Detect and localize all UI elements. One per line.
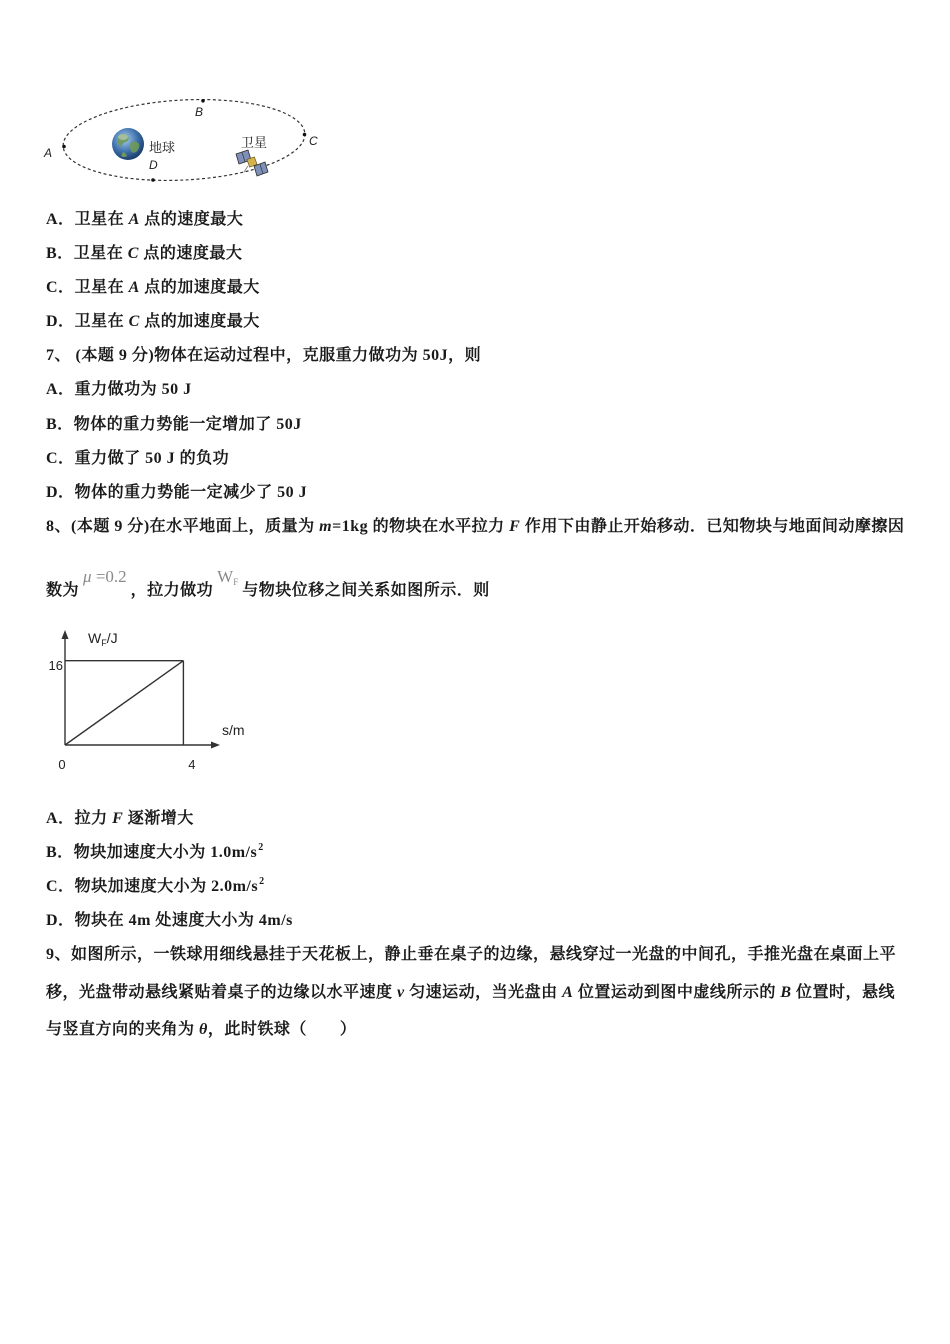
angle-variable: θ [199,1021,208,1038]
y-axis-label [88,630,118,648]
q6-option-d [46,312,260,332]
option-text: 物块加速度大小为 1.0m/s [73,844,258,861]
orbit-point-d-label: D [149,158,158,172]
stem-text: 移，光盘带动悬线紧贴着桌子的边缘以水平速度 [46,984,398,1001]
option-text: 拉力 [74,810,113,827]
earth-highlight [118,134,128,140]
x-tick-label: 4 [188,757,196,772]
work-subscript: F [233,577,239,587]
point-variable: C [127,245,139,262]
option-letter: A． [46,381,75,398]
option-text: 物体的重力势能一定增加了 50J [73,416,302,433]
q8-option-b [46,843,264,865]
option-text: 物块加速度大小为 2.0m/s [74,878,259,895]
q9-stem-line-2 [46,983,895,1003]
x-axis-label: s/m [222,722,245,738]
y-axis-label-main: W [88,630,102,646]
velocity-variable: v [397,984,405,1001]
option-text: 点的速度最大 [139,211,244,228]
q9-stem-line-1: 9、如图所示，一铁球用细线悬挂于天花板上，静止垂在桌子的边缘，悬线穿过一光盘的中间孔，手推光盘在桌面上平 [46,946,897,963]
wf-data-line [65,661,183,745]
option-letter: D． [46,912,75,929]
earth-globe [112,128,144,160]
orbit-point-a-dot [62,145,66,149]
work-symbol: W [217,567,234,586]
earth-label: 地球 [149,140,176,155]
orbit-point-b-dot [201,99,205,103]
stem-text: 位置运动到图中虚线所示的 [573,984,781,1001]
y-axis-label-subscript: F [101,638,107,648]
earth-image [112,128,144,160]
mass-variable: m [319,518,333,535]
option-text: 点的速度最大 [138,245,243,262]
orbit-figure [0,90,340,190]
wf-s-graph [0,620,280,780]
orbit-point-c-dot [303,133,307,137]
option-text: 卫星在 [74,313,129,330]
option-text: 卫星在 [73,245,128,262]
point-variable: C [128,313,140,330]
mu-symbol: μ [83,567,92,586]
y-axis-arrow [62,630,69,639]
option-text: 物块在 4m 处速度大小为 4m/s [74,912,293,929]
stem-text: 与物块位移之间关系如图所示．则 [242,582,490,599]
stem-text: 数为 [46,582,80,599]
option-letter: B． [46,245,74,262]
option-letter: D． [46,484,75,501]
orbit-point-a-label: A [44,146,53,160]
force-variable: F [112,810,124,827]
stem-text: ，拉力做功 [130,582,214,599]
orbit-point-c-label: C [309,134,318,148]
orbit-point-b-label: B [195,105,204,119]
point-variable: A [128,211,140,228]
option-text: 点的加速度最大 [139,279,260,296]
q6-option-a [46,210,243,230]
option-letter: C． [46,878,75,895]
q8-option-c [46,877,265,899]
option-text: 物体的重力势能一定减少了 50 J [74,484,308,501]
q8-stem-line-2 [46,567,490,602]
q6-option-c [46,278,260,298]
stem-text: ，此时铁球（ ） [207,1021,357,1038]
point-variable: A [128,279,140,296]
option-letter: B． [46,416,74,433]
x-tick-label: 0 [58,757,66,772]
stem-text: 作用下由静止开始移动．已知物块与地面间动摩擦因 [520,518,905,535]
exponent: 2 [259,876,265,887]
friction-coefficient-formula [83,567,127,586]
option-letter: B． [46,844,74,861]
force-variable: F [509,518,521,535]
option-letter: C． [46,279,75,296]
option-text: 逐渐增大 [123,810,194,827]
q8-option-d [46,911,293,931]
q6-option-b [46,244,242,264]
x-axis-arrow [211,742,220,749]
position-b-variable: B [780,984,792,1001]
option-letter: D． [46,313,75,330]
position-a-variable: A [562,984,574,1001]
stem-text: 匀速运动，当光盘由 [404,984,563,1001]
option-letter: A． [46,810,75,827]
option-text: 卫星在 [74,211,129,228]
option-text: 重力做了 50 J 的负功 [74,450,230,467]
option-text: 点的加速度最大 [139,313,260,330]
stem-text: 8、(本题 9 分)在水平地面上，质量为 [46,518,320,535]
mu-value: =0.2 [91,567,127,586]
q7-option-a [46,380,192,400]
stem-text: 与竖直方向的夹角为 [46,1021,200,1038]
exponent: 2 [258,842,264,853]
option-text: 重力做功为 50 J [74,381,192,398]
q7-option-c [46,449,229,469]
q7-option-d [46,483,307,503]
orbit-point-d-dot [151,178,155,182]
y-tick-label: 16 [48,658,63,674]
q8-stem-line-1 [46,517,904,537]
option-letter: C． [46,450,75,467]
q9-stem-line-3 [46,1020,356,1040]
satellite-label: 卫星 [241,135,268,150]
y-axis-label-unit: /J [106,630,118,646]
stem-text: 位置时，悬线 [791,984,896,1001]
work-formula [217,567,238,586]
orbit-ellipse [61,94,307,187]
q7-option-b [46,415,302,435]
stem-text: =1kg 的物块在水平拉力 [332,518,510,535]
q7-stem: 7、 (本题 9 分)物体在运动过程中，克服重力做功为 50J，则 [46,347,482,364]
q8-option-a [46,809,194,829]
option-letter: A． [46,211,75,228]
option-text: 卫星在 [74,279,129,296]
